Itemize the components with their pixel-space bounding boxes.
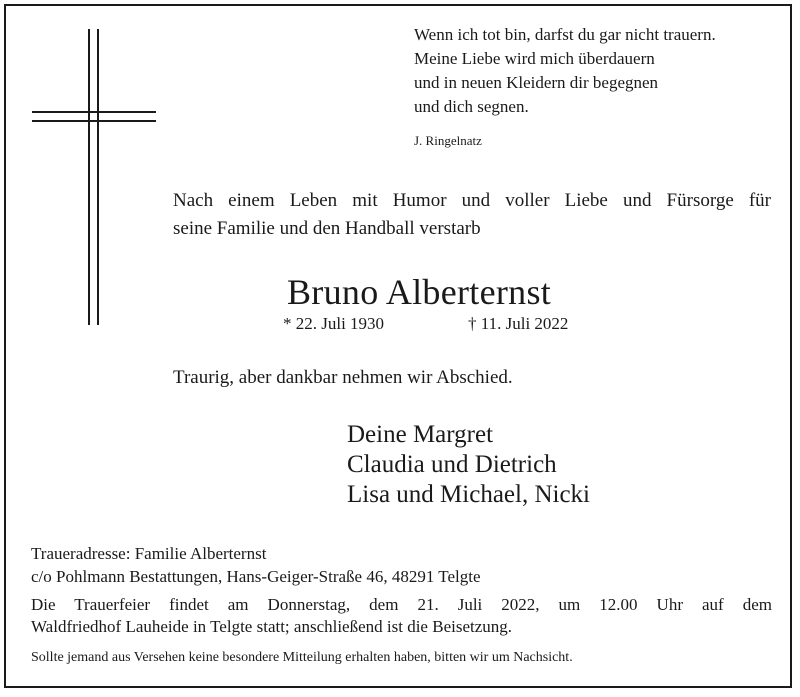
family-member: Lisa und Michael, Nicki bbox=[347, 481, 590, 508]
ceremony-line: Die Trauerfeier findet am Donnerstag, dem 21. Juli 2022, um 12.00 Uhr auf dem bbox=[31, 595, 772, 614]
intro-line: Nach einem Leben mit Humor und voller Liebe und Fürsorge für bbox=[173, 190, 771, 211]
family-member: Claudia und Dietrich bbox=[347, 451, 557, 478]
intro-line: seine Familie und den Handball verstarb bbox=[173, 218, 481, 239]
intro-text bbox=[173, 187, 771, 243]
death-date: † 11. Juli 2022 bbox=[468, 314, 569, 333]
poem-line: Meine Liebe wird mich überdauern bbox=[414, 49, 655, 68]
deceased-name: Bruno Alberternst bbox=[287, 272, 552, 312]
poem-line: und in neuen Kleidern dir begegnen bbox=[414, 73, 659, 92]
poem-line: und dich segnen. bbox=[414, 97, 529, 116]
address-line: c/o Pohlmann Bestattungen, Hans-Geiger-Straße 46, 48291 Telgte bbox=[31, 567, 481, 586]
cross-icon bbox=[32, 29, 156, 325]
farewell-text: Traurig, aber dankbar nehmen wir Abschied. bbox=[173, 367, 513, 388]
family-member: Deine Margret bbox=[347, 421, 494, 448]
poem bbox=[414, 23, 716, 119]
closing-notice: Sollte jemand aus Versehen keine besondere Mitteilung erhalten haben, bitten wir um Nachsicht. bbox=[31, 650, 573, 665]
family-signatures bbox=[347, 420, 590, 510]
poem-line: Wenn ich tot bin, darfst du gar nicht trauern. bbox=[414, 25, 716, 44]
birth-date: * 22. Juli 1930 bbox=[283, 314, 385, 333]
ceremony-info bbox=[31, 594, 772, 638]
address-line: Traueradresse: Familie Alberternst bbox=[31, 544, 267, 563]
mourning-address bbox=[31, 542, 481, 588]
poem-author: J. Ringelnatz bbox=[414, 133, 482, 148]
ceremony-line: Waldfriedhof Lauheide in Telgte statt; anschließend ist die Beisetzung. bbox=[31, 617, 513, 636]
